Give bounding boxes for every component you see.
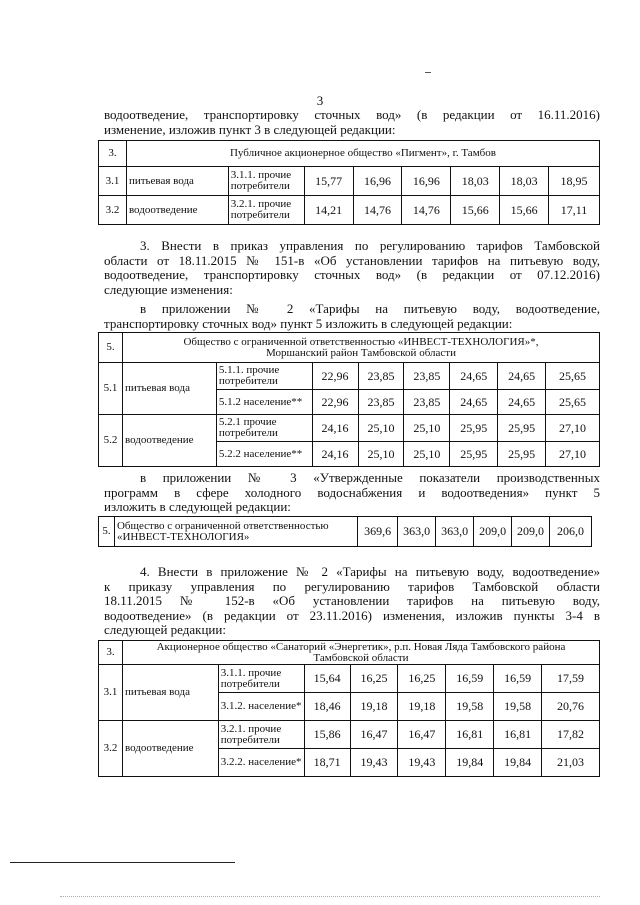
tariff-value: 17,11 — [549, 196, 600, 225]
row-number: 3.1 — [99, 167, 127, 196]
tariff-value: 23,85 — [404, 363, 450, 390]
tariff-value: 21,03 — [542, 749, 600, 777]
tariff-value: 16,47 — [398, 721, 446, 749]
tariff-value: 24,16 — [312, 415, 358, 442]
consumer-group: 5.1.1. прочие потребители — [216, 363, 312, 390]
organization-district: Моршанский район Тамбовской области — [265, 346, 456, 359]
text-line: 4. Внести в приложение № 2 «Тарифы на питьевую воду, водоотведение» — [140, 564, 600, 579]
service-name: водоотведение — [122, 721, 218, 777]
tariff-value: 18,03 — [500, 167, 549, 196]
tariff-value: 25,10 — [358, 442, 404, 467]
item-number: 5. — [99, 333, 123, 363]
tariff-value: 24,65 — [450, 363, 498, 390]
organization-name — [122, 333, 599, 363]
table-row — [99, 665, 600, 693]
organization-name-line: Акционерное общество «Санаторий «Энергетик», р.п. Новая Ляда Тамбовского района — [156, 640, 566, 653]
consumer-group: 3.2.1. прочие потребители — [218, 721, 304, 749]
tariff-value: 16,25 — [398, 665, 446, 693]
tariff-value: 22,96 — [312, 363, 358, 390]
tariff-value: 24,65 — [498, 363, 546, 390]
tariff-value: 14,21 — [304, 196, 353, 225]
text-line: в приложении № 3 «Утвержденные показатели производственных — [140, 470, 600, 485]
intro-paragraph — [104, 108, 600, 137]
tariff-value: 19,18 — [350, 693, 398, 721]
tariff-value: 23,85 — [404, 390, 450, 415]
organization-district: Тамбовской области — [313, 651, 409, 664]
paragraph-3-annex-3 — [104, 471, 600, 515]
tariff-value: 24,65 — [450, 390, 498, 415]
organization-name: Публичное акционерное общество «Пигмент», г. Тамбов — [126, 141, 599, 167]
tariff-value: 25,10 — [404, 415, 450, 442]
tariff-value: 24,16 — [312, 442, 358, 467]
tariff-value: 25,65 — [546, 363, 600, 390]
tariff-value: 16,59 — [494, 665, 542, 693]
tariff-value: 18,46 — [304, 693, 350, 721]
text-line: водоотведение» (в редакции от 23.11.2016) изменения, изложив пункты 3-4 в — [104, 607, 600, 623]
row-number: 3.1 — [99, 665, 123, 721]
table-row — [99, 517, 592, 547]
tariff-value: 14,76 — [402, 196, 451, 225]
organization-name — [122, 641, 599, 665]
tariff-value: 19,58 — [494, 693, 542, 721]
row-number: 5.1 — [99, 363, 123, 415]
tariff-value: 25,95 — [498, 442, 546, 467]
tariff-value: 16,96 — [353, 167, 402, 196]
tariff-table-invest — [98, 332, 600, 467]
tariff-value: 18,03 — [451, 167, 500, 196]
row-number: 3.2 — [99, 721, 123, 777]
tariff-value: 15,86 — [304, 721, 350, 749]
tariff-value: 25,10 — [404, 442, 450, 467]
paragraph-3 — [104, 239, 600, 297]
tariff-value: 19,58 — [446, 693, 494, 721]
text-line: к приказу управления по регулированию тарифов Тамбовской области — [104, 578, 600, 594]
tariff-value: 16,47 — [350, 721, 398, 749]
text-line: изменение, изложив пункт 3 в следующей редакции: — [104, 121, 396, 137]
footer-rule — [10, 862, 235, 863]
indicator-value: 209,0 — [512, 517, 550, 547]
tariff-value: 19,43 — [350, 749, 398, 777]
text-line: транспортировку сточных вод» пункт 5 изложить в следующей редакции: — [104, 315, 513, 331]
table-row — [99, 196, 600, 225]
tariff-value: 27,10 — [546, 442, 600, 467]
scan-mark — [425, 72, 431, 73]
organization-name: Общество с ограниченной ответственностью «ИНВЕСТ-ТЕХНОЛОГИЯ» — [114, 517, 357, 547]
text-line: области от 18.11.2015 № 151-в «Об установлении тарифов на питьевую воду, — [104, 252, 600, 268]
tariff-value: 18,71 — [304, 749, 350, 777]
paragraph-3-annex-2 — [104, 302, 600, 331]
consumer-group: 5.1.2 население** — [216, 390, 312, 415]
text-line: программ в сфере холодного водоснабжения и водоотведения» пункт 5 — [104, 484, 600, 500]
text-line: следующей редакции: — [104, 622, 226, 637]
tariff-value: 16,81 — [494, 721, 542, 749]
indicator-value: 209,0 — [474, 517, 512, 547]
tariff-value: 15,77 — [304, 167, 353, 196]
tariff-value: 15,64 — [304, 665, 350, 693]
item-number: 3. — [99, 641, 123, 665]
service-name: питьевая вода — [122, 665, 218, 721]
consumer-group: 3.1.2. население* — [218, 693, 304, 721]
tariff-table-energetik — [98, 640, 600, 777]
table-row — [99, 167, 600, 196]
tariff-value: 19,18 — [398, 693, 446, 721]
indicator-value: 369,6 — [358, 517, 398, 547]
tariff-value: 25,65 — [546, 390, 600, 415]
tariff-value: 14,76 — [353, 196, 402, 225]
tariff-value: 17,59 — [542, 665, 600, 693]
service-name: питьевая вода — [122, 363, 216, 415]
text-line: водоотведение, транспортировку сточных вод» (в редакции от 16.11.2016) — [104, 107, 600, 122]
text-line: следующие изменения: — [104, 281, 233, 297]
consumer-group: 3.2.2. население* — [218, 749, 304, 777]
indicator-value: 363,0 — [436, 517, 474, 547]
row-number: 5.2 — [99, 415, 123, 467]
tariff-value: 19,84 — [446, 749, 494, 777]
tariff-value: 27,10 — [546, 415, 600, 442]
tariff-value: 16,25 — [350, 665, 398, 693]
consumer-group: 5.2.1 прочие потребители — [216, 415, 312, 442]
tariff-value: 15,66 — [500, 196, 549, 225]
indicator-value: 206,0 — [550, 517, 592, 547]
tariff-value: 16,81 — [446, 721, 494, 749]
organization-name-line: Общество с ограниченной ответственностью «ИНВЕСТ-ТЕХНОЛОГИЯ»*, — [183, 335, 539, 348]
text-line: 3. Внести в приказ управления по регулированию тарифов Тамбовской — [140, 238, 600, 253]
tariff-value: 24,65 — [498, 390, 546, 415]
text-line: в приложении № 2 «Тарифы на питьевую воду, водоотведение, — [140, 301, 600, 316]
service-name: водоотведение — [122, 415, 216, 467]
tariff-value: 19,84 — [494, 749, 542, 777]
consumer-group: 3.1.1. прочие потребители — [228, 167, 304, 196]
text-line: водоотведение, транспортировку сточных вод» (в редакции от 07.12.2016) — [104, 267, 600, 282]
program-indicators-table — [98, 516, 592, 547]
tariff-value: 25,95 — [450, 442, 498, 467]
tariff-value: 23,85 — [358, 363, 404, 390]
text-line: изложить в следующей редакции: — [104, 499, 291, 514]
tariff-value: 22,96 — [312, 390, 358, 415]
tariff-value: 25,95 — [498, 415, 546, 442]
consumer-group: 3.1.1. прочие потребители — [218, 665, 304, 693]
page-number: 3 — [316, 93, 324, 108]
tariff-value: 19,43 — [398, 749, 446, 777]
tariff-value: 15,66 — [451, 196, 500, 225]
row-number: 3.2 — [99, 196, 127, 225]
item-number: 5. — [99, 517, 115, 547]
service-name: водоотведение — [126, 196, 228, 225]
indicator-value: 363,0 — [398, 517, 436, 547]
paragraph-4 — [104, 565, 600, 638]
tariff-value: 25,95 — [450, 415, 498, 442]
service-name: питьевая вода — [126, 167, 228, 196]
scan-artifact-line — [60, 896, 600, 898]
tariff-value: 25,10 — [358, 415, 404, 442]
consumer-group: 5.2.2 население** — [216, 442, 312, 467]
tariff-value: 17,82 — [542, 721, 600, 749]
tariff-table-pigment — [98, 140, 600, 225]
tariff-value: 20,76 — [542, 693, 600, 721]
table-row — [99, 363, 600, 390]
tariff-value: 18,95 — [549, 167, 600, 196]
tariff-value: 16,59 — [446, 665, 494, 693]
table-row — [99, 721, 600, 749]
tariff-value: 23,85 — [358, 390, 404, 415]
consumer-group: 3.2.1. прочие потребители — [228, 196, 304, 225]
table-row — [99, 415, 600, 442]
item-number: 3. — [99, 141, 127, 167]
text-line: 18.11.2015 № 152-в «Об установлении тарифов на питьевую воду, — [104, 593, 600, 608]
tariff-value: 16,96 — [402, 167, 451, 196]
